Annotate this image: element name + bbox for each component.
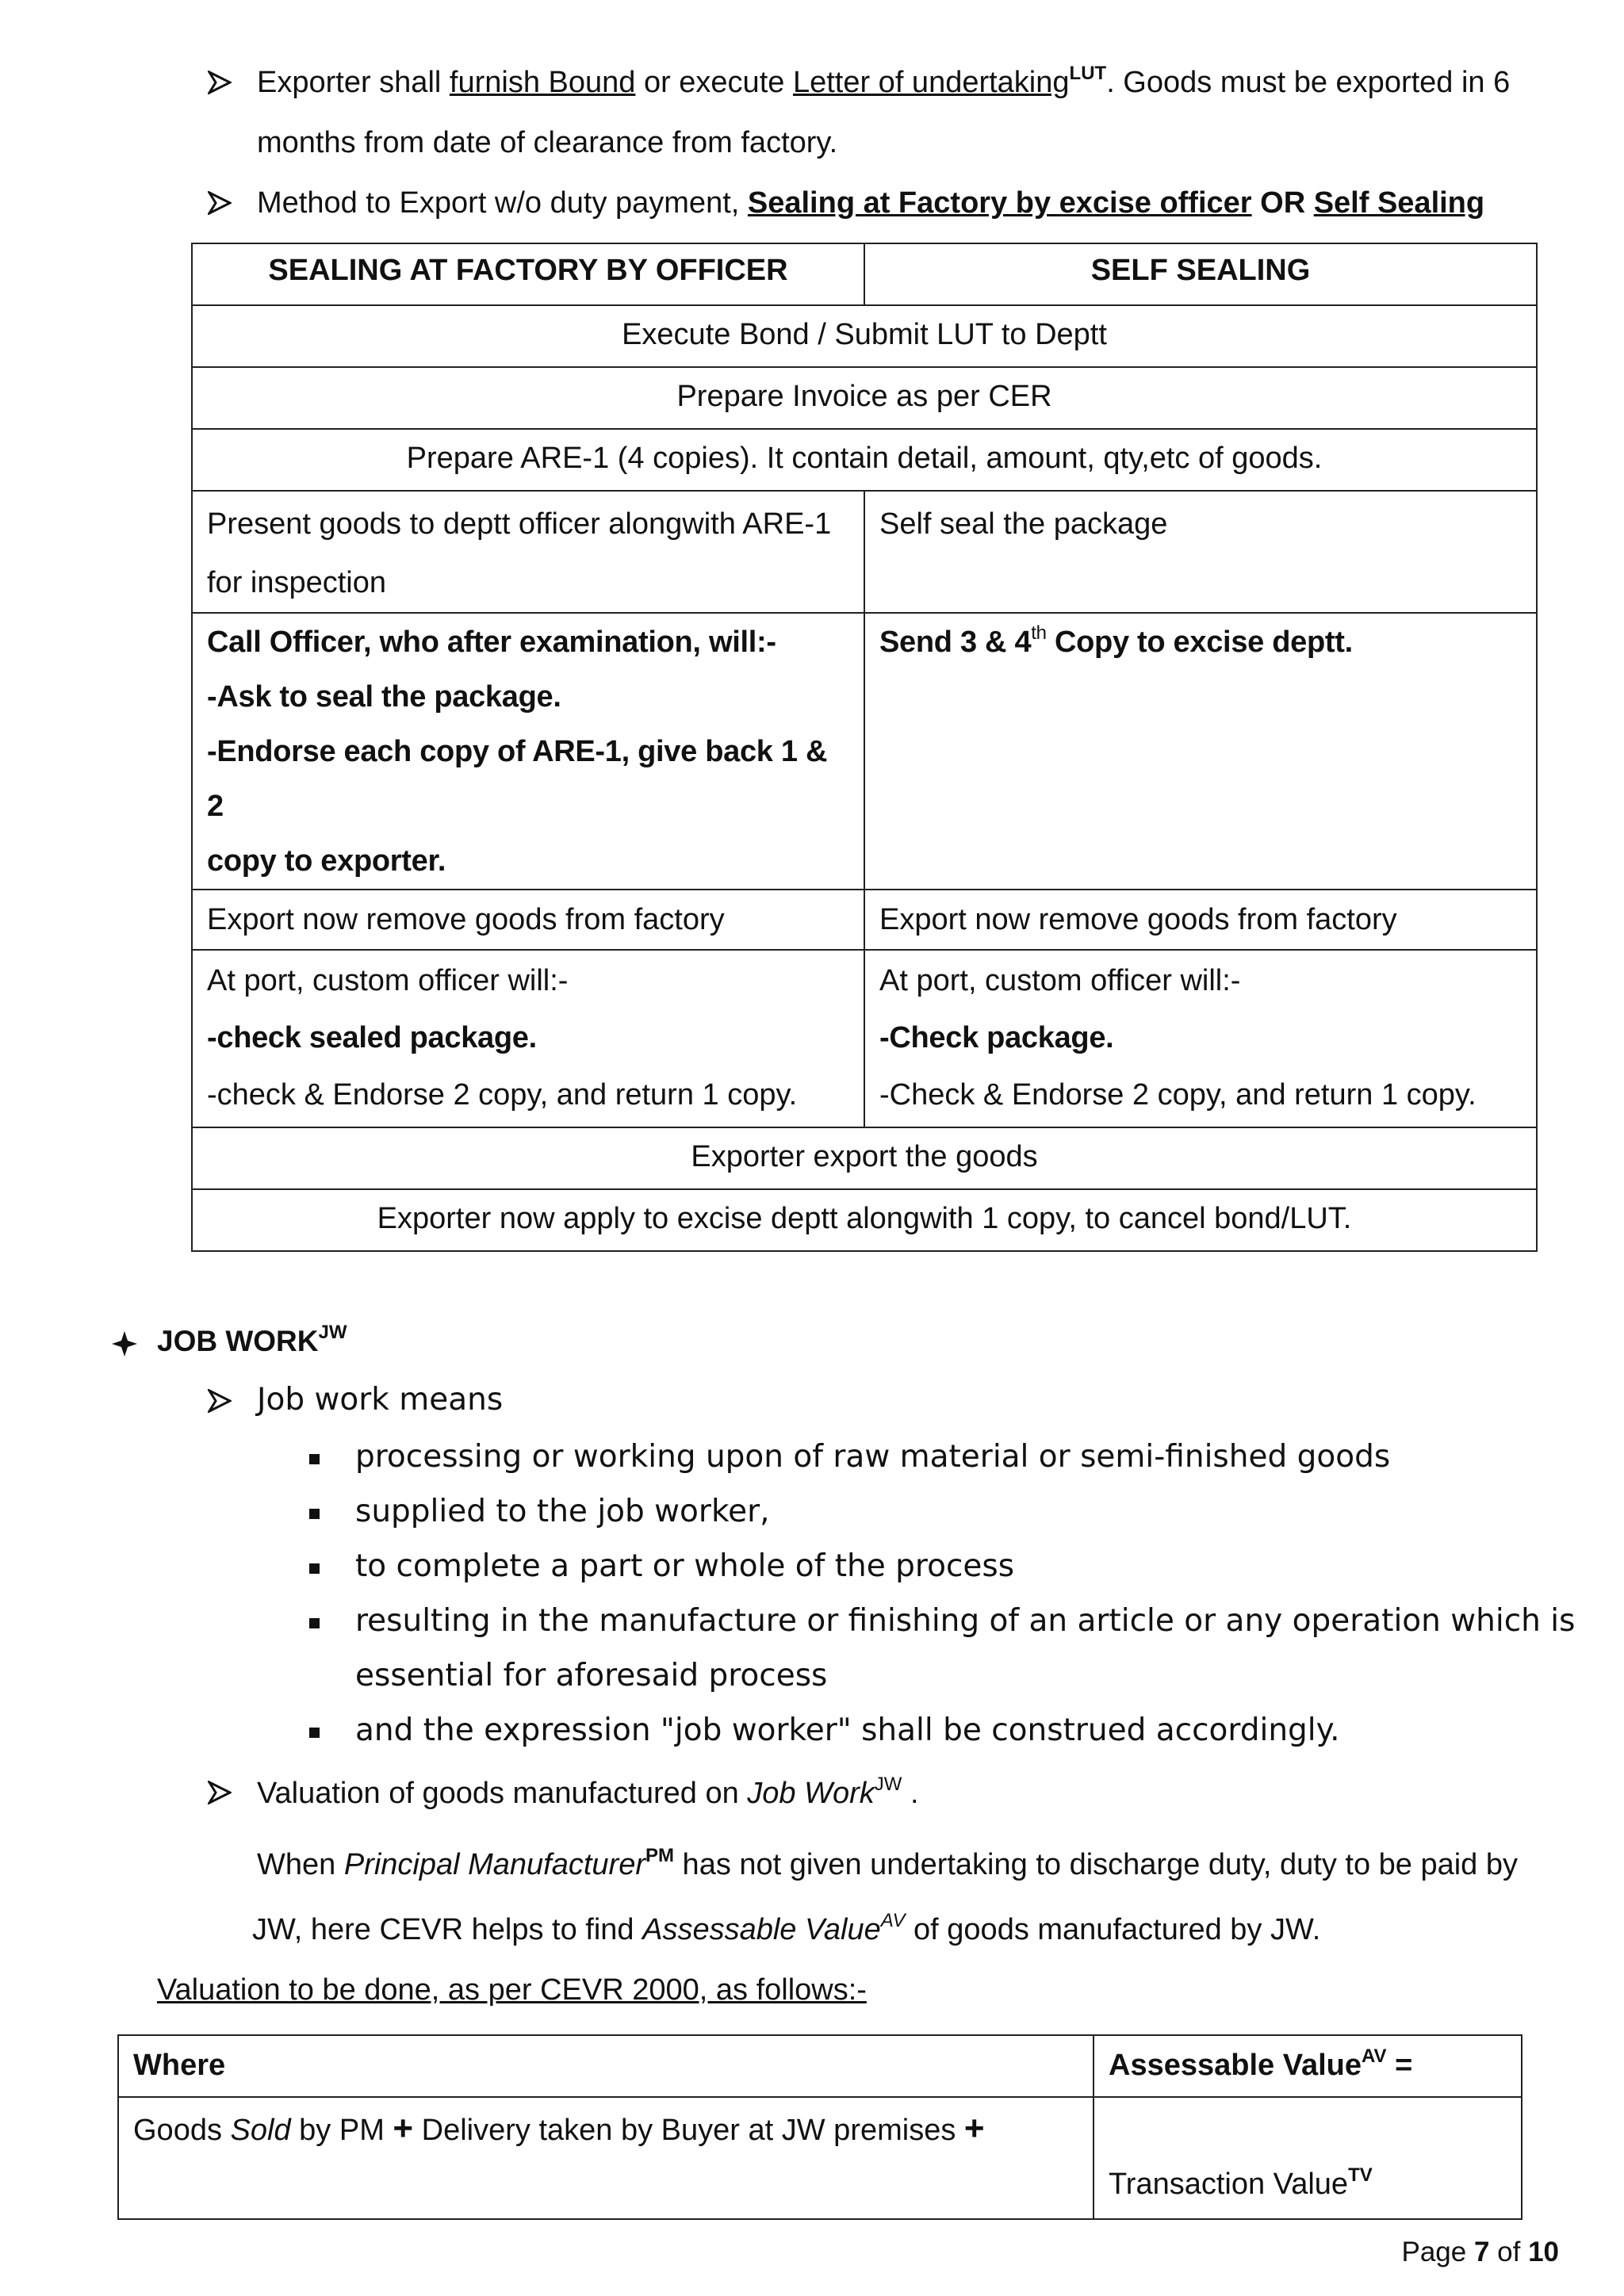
text: Present goods to deptt officer alongwith ARE-1: [207, 507, 832, 541]
text: JW, here CEVR helps to find: [252, 1913, 643, 1946]
arrow-bullet-icon: [208, 1389, 232, 1413]
text: of: [1489, 2237, 1529, 2267]
text: months from date of clearance from factory.: [257, 126, 838, 159]
table-row: [192, 950, 1537, 1127]
jw-superscript: JW: [874, 1774, 902, 1795]
table-row: [192, 613, 1537, 890]
job-work-point: [355, 1546, 1014, 1587]
text: .: [902, 1777, 919, 1810]
valuation-table: [117, 2034, 1522, 2220]
header-self-sealing: SELF SEALING: [864, 243, 1537, 305]
text: JOB WORK: [157, 1325, 319, 1357]
text: Transaction Value: [1109, 2168, 1349, 2201]
th-superscript: th: [1031, 622, 1047, 644]
text: of goods manufactured by JW.: [905, 1913, 1321, 1946]
text: Valuation to be done, as per CEVR 2000, as follows:-: [157, 1973, 867, 2007]
text: At port, custom officer will:-: [879, 964, 1241, 997]
text: =: [1386, 2049, 1413, 2082]
letter-of-undertaking-text: Letter of undertaking: [792, 66, 1070, 99]
text: essential for aforesaid process: [355, 1658, 828, 1693]
principal-manufacturer-line: [257, 1844, 1518, 1885]
cell-call-officer: [192, 613, 864, 890]
jw-superscript: JW: [318, 1322, 347, 1343]
table-row: [192, 429, 1537, 491]
header-assessable-value: [1094, 2035, 1522, 2097]
row-export-goods: Exporter export the goods: [192, 1127, 1537, 1189]
job-work-point-cont: [355, 1655, 827, 1697]
text: supplied to the job worker,: [355, 1494, 770, 1529]
cell-remove-left: Export now remove goods from factory: [192, 890, 864, 950]
job-work-heading: [157, 1321, 347, 1362]
sealing-factory-text: Sealing at Factory by excise officer: [747, 186, 1252, 220]
plus-icon: +: [963, 2109, 985, 2148]
bullet-method-export: [257, 182, 1484, 224]
self-sealing-text: Self Sealing: [1313, 186, 1485, 220]
text: . Goods must be exported in 6: [1106, 66, 1511, 99]
text: to complete a part or whole of the process: [355, 1548, 1015, 1584]
or-text: OR: [1251, 186, 1314, 220]
valuation-done-heading: [157, 1969, 867, 2011]
text: Job Work: [747, 1777, 875, 1810]
job-work-point: [355, 1710, 1340, 1751]
text: Copy to excise deptt.: [1046, 626, 1353, 659]
row-execute-bond: Execute Bond / Submit LUT to Deptt: [192, 305, 1537, 367]
square-bullet-icon: [309, 1509, 320, 1519]
text: Principal Manufacturer: [343, 1848, 645, 1881]
bullet-exporter-bond: [257, 62, 1510, 103]
table-row: [118, 2097, 1522, 2219]
job-work-point: [355, 1437, 1390, 1478]
square-bullet-icon: [309, 1728, 320, 1738]
table-header-row: [118, 2035, 1522, 2097]
text: When: [257, 1848, 344, 1881]
pm-superscript: PM: [645, 1845, 674, 1866]
arrow-bullet-icon: [208, 1781, 232, 1804]
table-row: [192, 1189, 1537, 1251]
text: Valuation of goods manufactured on: [257, 1777, 748, 1810]
cevr-line: [252, 1909, 1320, 1950]
text: copy to exporter.: [207, 844, 446, 878]
text: has not given undertaking to discharge duty, duty to be paid by: [674, 1848, 1518, 1881]
av-superscript: AV: [1362, 2045, 1387, 2067]
arrow-bullet-icon: [208, 71, 232, 94]
cell-transaction-value: [1094, 2097, 1522, 2219]
text: Send 3 & 4: [879, 626, 1032, 659]
valuation-bullet: [257, 1773, 919, 1814]
text: At port, custom officer will:-: [207, 964, 569, 997]
text: Assessable Value: [642, 1913, 881, 1946]
cell-self-seal: [864, 491, 1537, 613]
text: -Check & Endorse 2 copy, and return 1 copy.: [879, 1078, 1477, 1112]
cell-goods-sold: [118, 2097, 1094, 2219]
text: Method to Export w/o duty payment,: [257, 186, 748, 220]
table-row: [192, 1127, 1537, 1189]
cell-present-goods: [192, 491, 864, 613]
header-where: Where: [118, 2035, 1094, 2097]
table-header-row: [192, 243, 1537, 305]
text: Exporter shall: [257, 66, 450, 99]
page-footer: [1401, 2233, 1559, 2272]
square-bullet-icon: [309, 1563, 320, 1574]
lut-superscript: LUT: [1069, 63, 1107, 84]
text: Self seal the package: [879, 507, 1168, 541]
cell-port-right: [864, 950, 1537, 1127]
text: or execute: [635, 66, 793, 99]
tv-superscript: TV: [1348, 2164, 1373, 2186]
cell-remove-right: Export now remove goods from factory: [864, 890, 1537, 950]
text: Delivery taken by Buyer at JW premises: [413, 2114, 964, 2147]
text: Page: [1401, 2237, 1474, 2267]
text: for inspection: [207, 566, 387, 599]
text: -Endorse each copy of ARE-1, give back 1 & 2: [207, 735, 828, 823]
text: Goods: [133, 2114, 231, 2147]
plus-icon: +: [393, 2109, 414, 2148]
av-superscript: AV: [880, 1910, 906, 1931]
row-cancel-bond: Exporter now apply to excise deptt alongwith 1 copy, to cancel bond/LUT.: [192, 1189, 1537, 1251]
text: resulting in the manufacture or finishing of an article or any operation which is: [355, 1603, 1576, 1639]
square-bullet-icon: [309, 1618, 320, 1628]
text: Call Officer, who after examination, will:-: [207, 626, 776, 659]
page-number: 7: [1473, 2237, 1490, 2267]
arrow-bullet-icon: [208, 191, 232, 215]
text: Assessable Value: [1109, 2049, 1362, 2082]
header-sealing-factory: SEALING AT FACTORY BY OFFICER: [192, 243, 864, 305]
text: by PM: [290, 2114, 393, 2147]
table-row: [192, 367, 1537, 429]
diamond-bullet-icon: [111, 1330, 138, 1357]
text: Sold: [230, 2114, 291, 2147]
export-procedure-table: [191, 243, 1538, 1252]
table-row: [192, 890, 1537, 950]
text: -check & Endorse 2 copy, and return 1 copy.: [207, 1078, 798, 1112]
bullet-exporter-months: [257, 122, 837, 163]
job-work-means: [257, 1380, 503, 1421]
text: and the expression "job worker" shall be construed accordingly.: [355, 1712, 1340, 1748]
job-work-point: [355, 1491, 770, 1533]
furnish-bound-text: furnish Bound: [449, 66, 636, 99]
page-total: 10: [1528, 2237, 1559, 2267]
table-row: [192, 305, 1537, 367]
text: -Ask to seal the package.: [207, 680, 561, 714]
table-row: [192, 491, 1537, 613]
text: Job work means: [257, 1382, 504, 1418]
row-prepare-invoice: Prepare Invoice as per CER: [192, 367, 1537, 429]
text: -Check package.: [879, 1021, 1114, 1054]
square-bullet-icon: [309, 1454, 320, 1464]
row-prepare-are1: Prepare ARE-1 (4 copies). It contain detail, amount, qty,etc of goods.: [192, 429, 1537, 491]
cell-port-left: [192, 950, 864, 1127]
job-work-point: [355, 1601, 1575, 1642]
cell-send-copy: [864, 613, 1537, 890]
text: -check sealed package.: [207, 1021, 537, 1054]
text: processing or working upon of raw material or semi-finished goods: [355, 1439, 1391, 1475]
